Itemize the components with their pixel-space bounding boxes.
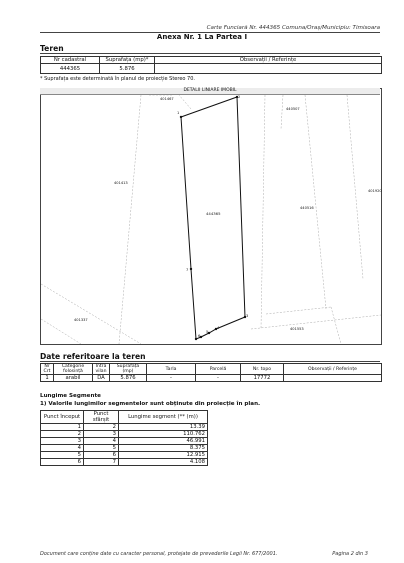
cadastral-map [40,88,382,345]
cell-end: 3 [84,431,119,438]
cell-start: 1 [41,424,84,431]
cell-end: 7 [84,459,119,466]
teren-divider [40,53,380,54]
cell-start: 6 [41,459,84,466]
cell-nr-topo: 17772 [241,375,284,382]
map-label-left: 401413 [114,181,128,185]
annex-title: Anexa Nr. 1 La Partea I [156,33,248,41]
map-label-bottom-left: 401337 [74,318,88,322]
map-point-6: 6 [198,334,201,338]
cell-start: 3 [41,438,84,445]
teren-table [40,56,382,74]
table-row [41,438,208,445]
map-label-right-mid: 440516 [300,206,314,210]
map-label-top: 401467 [160,97,174,101]
footer-disclaimer: Document care conține date cu caracter personal, protejate de prevederile Legii Nr. 677/2001. [40,551,278,557]
table-row [41,459,208,466]
col-categorie: Categorie folosință [54,364,93,375]
cell-nr-cadastral: 444365 [41,64,100,74]
col-parcela: Parcelă [196,364,241,375]
map-label-top-right: 440507 [286,107,300,111]
map-label-center: 444365 [206,211,221,216]
cell-length: 4.108 [119,459,208,466]
cell-observatii [284,375,382,382]
cell-start: 4 [41,445,84,452]
col-tarla: Tarla [147,364,196,375]
lungime-subheading: 1) Valorile lungimilor segmentelor sunt obținute din proiecție în plan. [40,401,261,407]
cell-length: 8.375 [119,445,208,452]
page-number: Pagina 2 din 3 [332,551,368,557]
col-lungime: Lungime segment (** (m)) [119,411,208,424]
col-nr-cadastral: Nr cadastral [41,57,100,64]
cell-tarla: - [147,375,196,382]
cell-length: 110.762 [119,431,208,438]
map-label-right: 401920 [368,189,382,193]
map-point-3: 3 [246,314,249,318]
cell-intravilan: DA [93,375,110,382]
col-nr-crt: Nr Crt [41,364,54,375]
referitoare-header-row [41,364,382,375]
cell-observatii [155,64,382,74]
table-row [41,64,382,74]
document-header-title: Carte Funciară Nr. 444365 Comuna/Oraș/Municipiu: Timisoara [206,25,380,31]
cell-nr-crt: 1 [41,375,54,382]
cell-categorie: arabil [54,375,93,382]
map-point-5: 5 [206,330,209,334]
cell-end: 4 [84,438,119,445]
cell-parcela: - [196,375,241,382]
referitoare-heading: Date referitoare la teren [40,352,146,361]
lungime-header-row [41,411,208,424]
teren-footnote: * Suprafața este determinată în planul de proiecție Stereo 70. [40,76,196,82]
cell-suprafata: 5.876 [100,64,155,74]
table-row [41,424,208,431]
cell-length: 12.915 [119,452,208,459]
referitoare-divider [40,361,380,362]
table-row [41,431,208,438]
map-drawing [41,89,381,344]
col-intravilan: Intra vilan [93,364,110,375]
col-suprafata: Suprafața (mp) [110,364,147,375]
col-nr-topo: Nr. topo [241,364,284,375]
table-row [41,375,382,382]
cell-end: 5 [84,445,119,452]
cell-start: 5 [41,452,84,459]
col-punct-inceput: Punct început [41,411,84,424]
col-observatii: Observații / Referințe [155,57,382,64]
cell-length: 46.991 [119,438,208,445]
cell-suprafata: 5.876 [110,375,147,382]
map-point-1: 1 [177,111,180,115]
referitoare-table [40,363,382,382]
col-observatii: Observații / Referințe [284,364,382,375]
map-point-4: 4 [217,326,220,330]
col-punct-sfarsit: Punct sfârșit [84,411,119,424]
lungime-heading: Lungime Segmente [40,393,101,399]
cell-end: 2 [84,424,119,431]
map-point-7: 7 [186,268,189,272]
map-label-bottom-right: 401553 [290,327,304,331]
teren-heading: Teren [40,44,64,53]
cell-length: 13.39 [119,424,208,431]
col-suprafata: Suprafața (mp)* [100,57,155,64]
teren-header-row [41,57,382,64]
cell-end: 6 [84,452,119,459]
map-point-2: 2 [238,95,241,99]
map-title: DETALII LINIARE IMOBIL [40,88,380,95]
table-row [41,452,208,459]
cell-start: 2 [41,431,84,438]
table-row [41,445,208,452]
lungime-table [40,410,208,466]
